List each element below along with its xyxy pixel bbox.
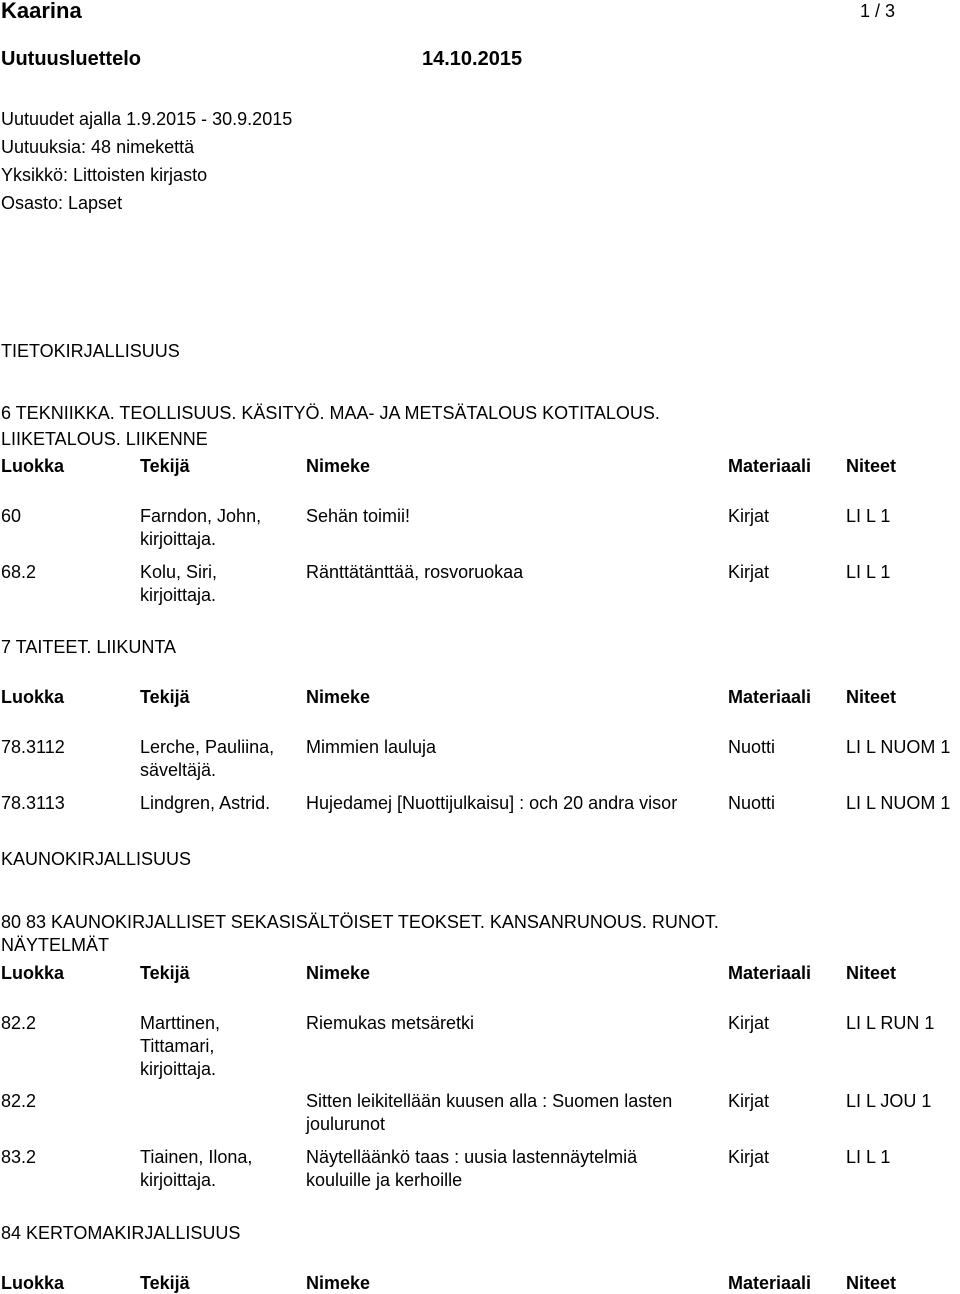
column-header-tekija: Tekijä <box>140 687 190 707</box>
section-heading-kaunokirjallisuus: KAUNOKIRJALLISUUS <box>1 849 192 869</box>
column-header-luokka: Luokka <box>1 456 65 476</box>
title-count: Uutuuksia: 48 nimekettä <box>1 137 195 157</box>
cell-nimeke: Sitten leikitellään kuusen alla : Suomen lasten <box>306 1091 673 1111</box>
cell-niteet: LI L RUN 1 <box>846 1013 935 1033</box>
column-header-niteet: Niteet <box>846 456 897 476</box>
cell-materiaali: Kirjat <box>728 562 770 582</box>
page-number: 1 / 3 <box>860 1 896 21</box>
cell-niteet: LI L JOU 1 <box>846 1091 932 1111</box>
cell-tekija: Tiainen, Ilona, <box>140 1147 253 1167</box>
cell-luokka: 82.2 <box>1 1091 37 1111</box>
cell-materiaali: Nuotti <box>728 793 776 813</box>
column-header-tekija: Tekijä <box>140 456 190 476</box>
cell-niteet: LI L 1 <box>846 506 891 526</box>
cell-tekija-role: kirjoittaja. <box>140 1059 217 1079</box>
column-header-tekija: Tekijä <box>140 963 190 983</box>
date-range: Uutuudet ajalla 1.9.2015 - 30.9.2015 <box>1 109 293 129</box>
cell-nimeke: Riemukas metsäretki <box>306 1013 475 1033</box>
column-header-tekija: Tekijä <box>140 1273 190 1293</box>
library-name: Kaarina <box>1 0 82 23</box>
cell-nimeke: Mimmien lauluja <box>306 737 437 757</box>
column-header-niteet: Niteet <box>846 963 897 983</box>
cell-niteet: LI L 1 <box>846 1147 891 1167</box>
section-heading-tietokirjallisuus: TIETOKIRJALLISUUS <box>1 341 180 361</box>
cell-nimeke: Hujedamej [Nuottijulkaisu] : och 20 andra visor <box>306 793 678 813</box>
cell-nimeke: Sehän toimii! <box>306 506 411 526</box>
cell-tekija-cont: Tittamari, <box>140 1036 215 1056</box>
subsection-heading-tekniikka: 6 TEKNIIKKA. TEOLLISUUS. KÄSITYÖ. MAA- JA METSÄTALOUS KOTITALOUS. <box>1 403 660 423</box>
subsection-heading-kauno: 80 83 KAUNOKIRJALLISET SEKASISÄLTÖISET TEOKSET. KANSANRUNOUS. RUNOT. <box>1 912 719 932</box>
cell-materiaali: Kirjat <box>728 1147 770 1167</box>
library-unit: Yksikkö: Littoisten kirjasto <box>1 165 208 185</box>
cell-luokka: 78.3113 <box>1 793 65 813</box>
cell-materiaali: Kirjat <box>728 1091 770 1111</box>
column-header-nimeke: Nimeke <box>306 963 371 983</box>
cell-luokka: 82.2 <box>1 1013 37 1033</box>
cell-tekija-role: kirjoittaja. <box>140 1170 217 1190</box>
department: Osasto: Lapset <box>1 193 123 213</box>
subsection-heading-kauno-cont: NÄYTELMÄT <box>1 935 110 955</box>
cell-materiaali: Kirjat <box>728 1013 770 1033</box>
column-header-luokka: Luokka <box>1 963 65 983</box>
cell-materiaali: Nuotti <box>728 737 776 757</box>
cell-tekija: Farndon, John, <box>140 506 262 526</box>
cell-luokka: 83.2 <box>1 1147 37 1167</box>
column-header-materiaali: Materiaali <box>728 456 812 476</box>
cell-tekija-role: kirjoittaja. <box>140 529 217 549</box>
cell-tekija: Kolu, Siri, <box>140 562 218 582</box>
column-header-luokka: Luokka <box>1 1273 65 1293</box>
column-header-nimeke: Nimeke <box>306 456 371 476</box>
cell-niteet: LI L NUOM 1 <box>846 737 951 757</box>
column-header-niteet: Niteet <box>846 1273 897 1293</box>
cell-niteet: LI L 1 <box>846 562 891 582</box>
cell-tekija-role: säveltäjä. <box>140 760 217 780</box>
cell-nimeke: Ränttätänttää, rosvoruokaa <box>306 562 524 582</box>
column-header-niteet: Niteet <box>846 687 897 707</box>
subsection-heading-taiteet: 7 TAITEET. LIIKUNTA <box>1 637 177 657</box>
cell-nimeke-cont: joulurunot <box>306 1114 386 1134</box>
cell-tekija: Lerche, Pauliina, <box>140 737 275 757</box>
column-header-materiaali: Materiaali <box>728 963 812 983</box>
cell-nimeke-cont: kouluille ja kerhoille <box>306 1170 463 1190</box>
list-title: Uutuusluettelo <box>1 48 141 70</box>
column-header-materiaali: Materiaali <box>728 687 812 707</box>
cell-niteet: LI L NUOM 1 <box>846 793 951 813</box>
column-header-materiaali: Materiaali <box>728 1273 812 1293</box>
cell-tekija: Lindgren, Astrid. <box>140 793 271 813</box>
column-header-nimeke: Nimeke <box>306 1273 371 1293</box>
cell-tekija: Marttinen, <box>140 1013 221 1033</box>
cell-tekija-role: kirjoittaja. <box>140 585 217 605</box>
cell-materiaali: Kirjat <box>728 506 770 526</box>
cell-nimeke: Näytelläänkö taas : uusia lastennäytelmiä <box>306 1147 638 1167</box>
subsection-heading-kertomakirjallisuus: 84 KERTOMAKIRJALLISUUS <box>1 1223 241 1243</box>
column-header-nimeke: Nimeke <box>306 687 371 707</box>
column-header-luokka: Luokka <box>1 687 65 707</box>
cell-luokka: 78.3112 <box>1 737 65 757</box>
cell-luokka: 60 <box>1 506 22 526</box>
subsection-heading-tekniikka-cont: LIIKETALOUS. LIIKENNE <box>1 429 208 449</box>
list-date: 14.10.2015 <box>422 48 523 70</box>
cell-luokka: 68.2 <box>1 562 37 582</box>
